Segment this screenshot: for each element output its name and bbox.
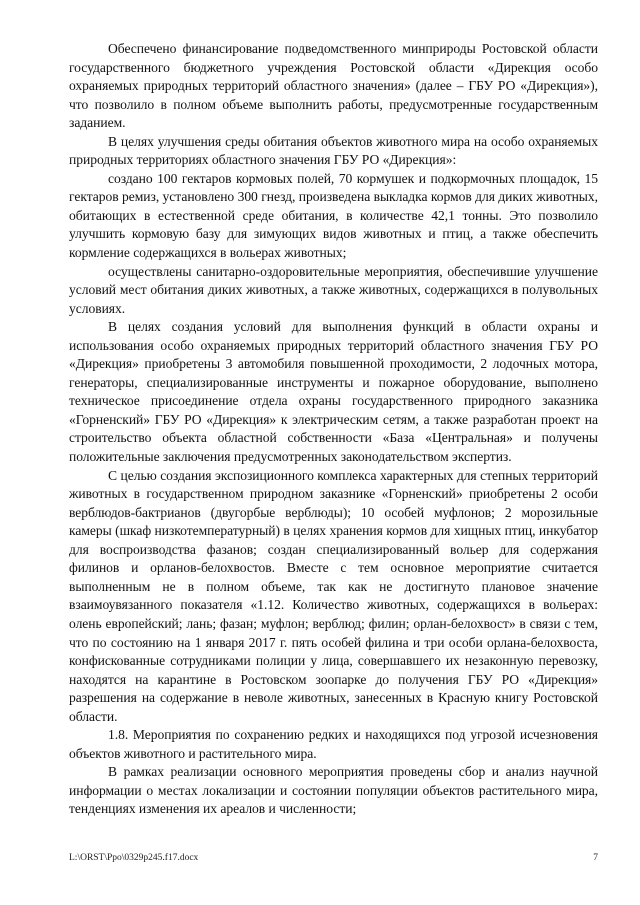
paragraph-section-1-8: 1.8. Мероприятия по сохранению редких и находящихся под угрозой исчезновения объектов животного и растительного мира. (69, 727, 598, 761)
paragraph-feeding-fields: создано 100 гектаров кормовых полей, 70 кормушек и подкормочных площадок, 15 гектаров ремиз, установлено 300 гнезд, произведена выкладка кормов для диких животных, обитающих в естественной среде обитания, в количестве 42,1 тонны. Это позволило улучшить кормовую базу для зимующих видов животных и птиц, а также обеспечить кормление содержащихся в вольерах животных; (69, 170, 598, 261)
paragraph-exposition-complex: С целью создания экспозиционного комплекса характерных для степных территорий животных в государственном природном заказнике «Горненский» приобретены 2 особи верблюдов-бактрианов (двугорбые верблюды); 10 особей муфлонов; 2 морозильные камеры (шкаф низкотемпературный) в целях хранения кормов для хищных птиц, инкубатор для воспроизводства фазанов; создан специализированный вольер для содержания филинов и орланов-белохвостов. Вместе с тем основное мероприятие считается выполненным не в полном объеме, так как не достигнуто плановое значение взаимоувязанного показателя «1.12. Количество животных, содержащихся в вольерах: олень европейский; лань; фазан; муфлон; верблюд; филин; орлан-белохвост» в связи с тем, что по состоянию на 1 января 2017 г. пять особей филина и три особи орлана-белохвоста, конфискованные сотрудниками полиции у лица, совершавшего их незаконную перевозку, находятся на карантине в Ростовском зоопарке до получения ГБУ РО «Дирекция» разрешения на содержание в неволе животных, занесенных в Красную книгу Ростовской области. (69, 467, 598, 724)
paragraph-habitat-intro: В целях улучшения среды обитания объектов животного мира на особо охраняемых природных территориях областного значения ГБУ РО «Дирекция»: (69, 133, 598, 168)
footer-page-number: 7 (593, 853, 598, 863)
page-footer (69, 853, 598, 869)
paragraph-equipment: В целях создания условий для выполнения функций в области охраны и использования особо охраняемых природных территорий областного значения ГБУ РО «Дирекция» приобретены 3 автомобиля повышенной проходимости, 2 лодочных мотора, генераторы, специализированные инструменты и пожарное оборудование, выполнено техническое присоединение отдела охраны государственного природного заказника «Горненский» ГБУ РО «Дирекция» к электрическим сетям, а также разработан проект на строительство объекта областной собственности «База «Центральная» и получены положительные заключения предусмотренных законодательством экспертиз. (69, 319, 598, 465)
document-body (69, 40, 598, 819)
paragraph-sanitary-measures: осуществлены санитарно-оздоровительные мероприятия, обеспечившие улучшение условий мест обитания диких животных, а также животных, содержащихся в полувольных условиях. (69, 263, 598, 316)
paragraph-scientific-info: В рамках реализации основного мероприятия проведены сбор и анализ научной информации о местах локализации и состоянии популяции объектов растительного мира, тенденциях изменения их ареалов и численности; (69, 764, 598, 817)
paragraph-financing: Обеспечено финансирование подведомственного минприроды Ростовской области государственного бюджетного учреждения Ростовской области «Дирекция особо охраняемых природных территорий областного значения» (далее – ГБУ РО «Дирекция»), что позволило в полном объеме выполнить работы, предусмотренные государственным заданием. (69, 41, 598, 131)
footer-file-path: L:\ORST\Ppo\0329p245.f17.docx (69, 853, 199, 863)
